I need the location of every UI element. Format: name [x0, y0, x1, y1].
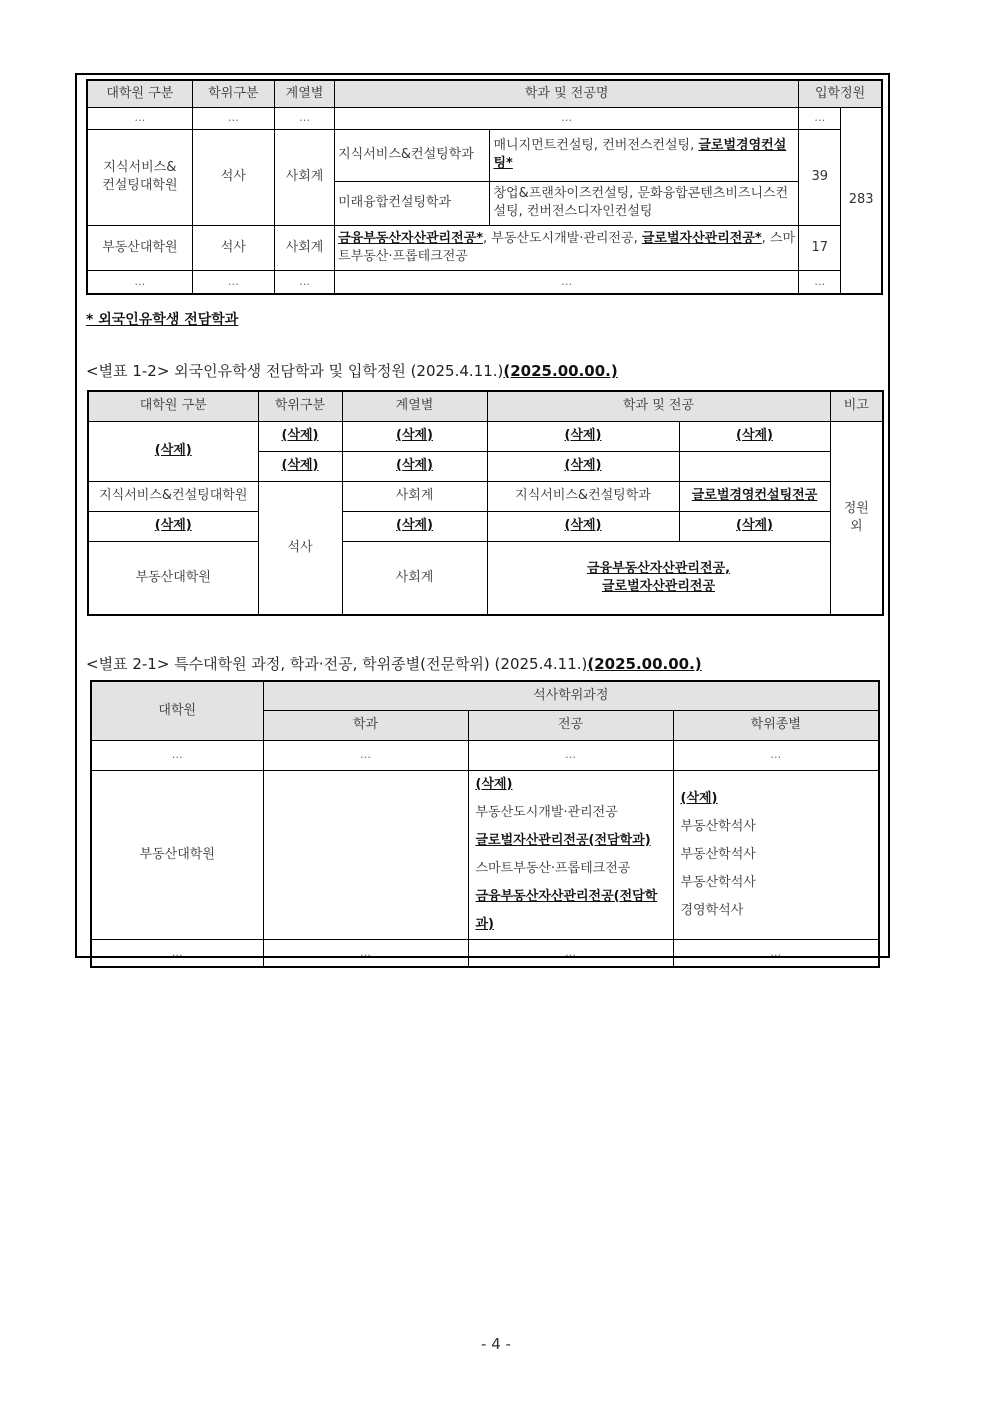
ellipsis-cell: … [87, 107, 192, 129]
school-realestate: 부동산대학원 [91, 770, 263, 939]
degree-item: (삭제) [680, 790, 718, 806]
page-number: - 4 - [481, 1335, 511, 1353]
major-text: 매니지먼트컨설팅, 컨버전스컨설팅, [493, 138, 699, 153]
major-item: 부동산도시개발·관리전공 [475, 804, 618, 820]
empty-cell [679, 451, 830, 481]
header-quota: 입학정원 [799, 80, 882, 107]
ellipsis-cell: … [799, 270, 841, 294]
degree-item: 부동산학석사 [680, 818, 756, 834]
dept-knowledge: 지식서비스&컨설팅학과 [487, 481, 679, 511]
major-text: , 스마트부동산·프롭테크전공 [338, 230, 796, 264]
majors-knowledge [490, 129, 799, 181]
major-item: 글로벌자산관리전공(전담학과) [475, 832, 651, 848]
ellipsis-cell: … [87, 270, 192, 294]
degree-item: 경영학석사 [680, 902, 744, 918]
ellipsis-cell: … [335, 107, 799, 129]
header-dept: 학과 [263, 710, 468, 740]
degree-item: 부동산학석사 [680, 846, 756, 862]
deleted-cell: (삭제) [342, 511, 487, 541]
foreign-dept-table [87, 390, 884, 616]
degree-item: 부동산학석사 [680, 874, 756, 890]
deleted-cell: (삭제) [679, 511, 830, 541]
deleted-cell: (삭제) [487, 451, 679, 481]
quota-knowledge: 39 [799, 129, 841, 225]
deleted-cell: (삭제) [487, 511, 679, 541]
header-major: 전공 [468, 710, 673, 740]
majors-future: 창업&프랜차이즈컨설팅, 문화융합콘텐츠비즈니스컨설팅, 컨버전스디자인컨설팅 [490, 181, 799, 225]
header-dept-major: 학과 및 전공명 [335, 80, 799, 107]
majors-realestate [335, 225, 799, 270]
major-text-bold: 금융부동산자산관리전공* [338, 230, 484, 246]
major-item: (삭제) [475, 776, 513, 792]
field-cell: 사회계 [342, 541, 487, 615]
header-degree: 학위구분 [258, 391, 342, 421]
school-line1: 지식서비스& [103, 160, 177, 175]
degree-cell: 석사 [192, 129, 274, 225]
caption-amend-date: (2025.00.00.) [587, 655, 702, 673]
school-knowledge [87, 129, 192, 225]
deleted-cell: (삭제) [342, 421, 487, 451]
ellipsis-cell: … [274, 270, 334, 294]
total-quota: 283 [841, 107, 882, 294]
empty-dept-cell [263, 770, 468, 939]
school-realestate: 부동산대학원 [87, 225, 192, 270]
major-text-bold: 글로벌경영컨설팅* [493, 138, 787, 171]
header-field: 계열별 [342, 391, 487, 421]
ellipsis-cell: … [192, 107, 274, 129]
ellipsis-cell: … [263, 740, 468, 770]
caption-amend-date: (2025.00.00.) [503, 362, 618, 380]
degree-list [673, 770, 879, 939]
dept-future: 미래융합컨설팅학과 [335, 181, 490, 225]
dept-knowledge: 지식서비스&컨설팅학과 [335, 129, 490, 181]
degree-cell: 석사 [258, 481, 342, 615]
deleted-cell: (삭제) [88, 421, 258, 481]
ellipsis-cell: … [274, 107, 334, 129]
degree-type-table [90, 680, 880, 968]
ellipsis-cell: … [91, 740, 263, 770]
remark-cell: 정원외 [830, 421, 883, 615]
school-line2: 컨설팅대학원 [102, 178, 178, 193]
ellipsis-cell: … [673, 740, 879, 770]
deleted-cell: (삭제) [487, 421, 679, 451]
school-realestate: 부동산대학원 [88, 541, 258, 615]
major-financial-asset: 금융부동산자산관리전공, [586, 560, 731, 576]
school-knowledge: 지식서비스&컨설팅대학원 [88, 481, 258, 511]
majors-list [468, 770, 673, 939]
header-school: 대학원 구분 [88, 391, 258, 421]
ellipsis-cell: … [335, 270, 799, 294]
deleted-cell: (삭제) [342, 451, 487, 481]
degree-cell: 석사 [192, 225, 274, 270]
header-degree: 학위구분 [192, 80, 274, 107]
field-cell: 사회계 [342, 481, 487, 511]
ellipsis-cell: … [192, 270, 274, 294]
ellipsis-cell: … [799, 107, 841, 129]
major-item: 스마트부동산·프롭테크전공 [475, 860, 631, 876]
deleted-cell: (삭제) [258, 451, 342, 481]
ellipsis-cell: … [468, 939, 673, 967]
major-text: , 부동산도시개발·관리전공, [483, 230, 642, 246]
header-remark: 비고 [830, 391, 883, 421]
header-dept-major: 학과 및 전공 [487, 391, 830, 421]
header-school: 대학원 구분 [87, 80, 192, 107]
ellipsis-cell: … [91, 939, 263, 967]
header-school: 대학원 [91, 681, 263, 740]
major-global-consulting: 글로벌경영컨설팅전공 [679, 481, 830, 511]
major-text-bold: 글로벌자산관리전공* [641, 230, 762, 246]
table2-caption [86, 360, 618, 381]
major-global-asset: 글로벌자산관리전공 [601, 578, 716, 594]
deleted-cell: (삭제) [88, 511, 258, 541]
table3-caption [86, 653, 702, 674]
ellipsis-cell: … [468, 740, 673, 770]
header-field: 계열별 [274, 80, 334, 107]
foreign-student-note: * 외국인유학생 전담학과 [86, 312, 239, 328]
deleted-cell: (삭제) [679, 421, 830, 451]
major-item: 금융부동산자산관리전공(전담학과) [475, 888, 658, 932]
caption-text: <별표 1-2> 외국인유학생 전담학과 및 입학정원 (2025.4.11.) [86, 362, 504, 380]
deleted-cell: (삭제) [258, 421, 342, 451]
ellipsis-cell: … [673, 939, 879, 967]
admission-quota-table [86, 79, 883, 295]
caption-text: <별표 2-1> 특수대학원 과정, 학과·전공, 학위종별(전문학위) (2025.4.11.) [86, 655, 588, 673]
field-cell: 사회계 [274, 129, 334, 225]
field-cell: 사회계 [274, 225, 334, 270]
header-degree-type: 학위종별 [673, 710, 879, 740]
quota-realestate: 17 [799, 225, 841, 270]
header-masters: 석사학위과정 [263, 681, 879, 710]
majors-realestate [487, 541, 830, 615]
ellipsis-cell: … [263, 939, 468, 967]
